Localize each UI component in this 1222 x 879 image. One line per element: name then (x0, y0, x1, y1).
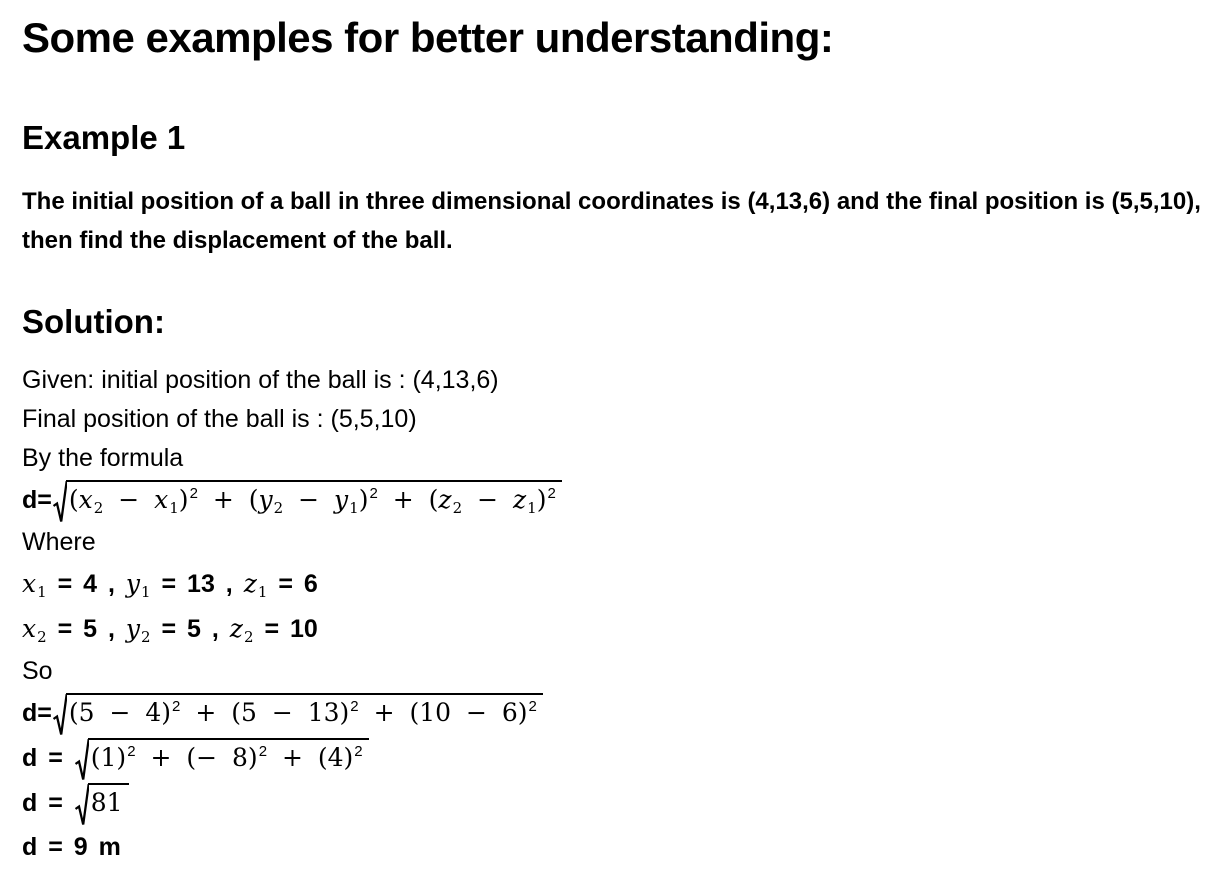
math-symbol: + ( (377, 484, 439, 514)
math-variable: $y_1$ (125, 568, 151, 601)
math-symbol: (1) (90, 742, 127, 772)
math-text: = 5 , (46, 614, 126, 643)
math-superscript: 2 (127, 742, 136, 760)
math-symbol: 81 (90, 787, 123, 817)
math-superscript: 2 (189, 484, 198, 502)
math-variable: $y_2$ (258, 484, 284, 517)
page-title: Some examples for better understanding: (22, 14, 834, 61)
math-superscript: 2 (354, 742, 363, 760)
math-subscript: 2 (452, 498, 463, 517)
math-subscript: 2 (273, 498, 284, 517)
problem-statement: The initial position of a ball in three dimensional coordinates is (4,13,6) and the final position is (5,5,10), then find the displacement of the ball. (22, 187, 1201, 254)
math-symbol: + ( (197, 484, 259, 514)
math-text: = 6 (267, 569, 318, 598)
given-values-1 (22, 562, 1202, 607)
math-variable: $z_2$ (438, 484, 463, 517)
math-subscript: 2 (37, 627, 47, 646)
final-result (22, 826, 1202, 870)
math-variable: $y_2$ (125, 613, 151, 646)
math-symbol: ) (178, 484, 189, 514)
math-variable: $x_1$ (154, 484, 179, 517)
math-variable: $z_1$ (512, 484, 537, 517)
math-text: d = (22, 743, 74, 772)
math-symbol: − (283, 484, 335, 514)
math-symbol: ) (358, 484, 369, 514)
math-variable: $y_1$ (334, 484, 359, 517)
where-label: Where (22, 527, 96, 556)
sum-under-root-step (22, 781, 1202, 826)
example-heading: Example 1 (22, 118, 186, 156)
math-text: = 10 (253, 614, 318, 643)
math-symbol: ( (68, 484, 79, 514)
math-subscript: 1 (169, 498, 179, 517)
radical-sign-icon (75, 738, 89, 782)
math-symbol: (5 − 4) (68, 697, 172, 727)
math-symbol: + (10 − 6) (358, 697, 528, 727)
sqrt-radical (75, 738, 369, 778)
radical-sign-icon (53, 480, 67, 524)
math-subscript: 1 (349, 498, 359, 517)
by-the-formula-label: By the formula (22, 443, 184, 472)
math-text: = 5 , (150, 614, 230, 643)
math-superscript: 2 (369, 484, 378, 502)
math-subscript: 2 (141, 627, 151, 646)
math-variable: $z_1$ (243, 568, 268, 601)
math-subscript: 1 (527, 498, 537, 517)
math-subscript: 1 (37, 582, 47, 601)
solution-lines (22, 361, 1202, 870)
math-text: = 13 , (150, 569, 244, 598)
math-subscript: 2 (243, 627, 254, 646)
math-subscript: 2 (93, 498, 104, 517)
math-symbol: ) (536, 484, 547, 514)
given-initial-position: Given: initial position of the ball is : (4,13,6) (22, 365, 499, 394)
math-symbol: − (103, 484, 155, 514)
substitution-step (22, 691, 1202, 736)
radicand (66, 693, 543, 729)
math-variable: $z_2$ (229, 613, 254, 646)
radical-sign-icon (75, 783, 89, 827)
math-text: d = (22, 788, 74, 817)
math-superscript: 2 (172, 697, 181, 715)
sqrt-radical (53, 693, 543, 733)
so-label: So (22, 656, 53, 685)
sqrt-radical (53, 480, 562, 520)
math-text: d = 9 m (22, 832, 121, 861)
radicand (88, 783, 129, 819)
math-subscript: 1 (141, 582, 151, 601)
math-superscript: 2 (528, 697, 537, 715)
math-superscript: 2 (258, 742, 268, 760)
math-text: d= (22, 698, 52, 727)
radical-sign-icon (53, 693, 67, 737)
radicand (66, 480, 562, 516)
math-variable: $x_2$ (22, 613, 47, 646)
given-final-position: Final position of the ball is : (5,5,10) (22, 404, 417, 433)
given-values-2 (22, 607, 1202, 652)
math-symbol: + (− 8) (135, 742, 258, 772)
math-superscript: 2 (350, 697, 359, 715)
math-text: d= (22, 485, 52, 514)
solution-heading: Solution: (22, 302, 165, 340)
math-text: = 4 , (46, 569, 126, 598)
radicand (88, 738, 369, 774)
math-symbol: − (462, 484, 513, 514)
math-variable: $x_2$ (78, 484, 104, 517)
math-variable: $x_1$ (22, 568, 47, 601)
math-subscript: 1 (257, 582, 268, 601)
sqrt-radical (75, 783, 129, 823)
math-superscript: 2 (547, 484, 556, 502)
math-symbol: + (4) (267, 742, 354, 772)
squares-step (22, 736, 1202, 781)
math-symbol: + (5 − 13) (180, 697, 350, 727)
distance-formula (22, 478, 1202, 523)
